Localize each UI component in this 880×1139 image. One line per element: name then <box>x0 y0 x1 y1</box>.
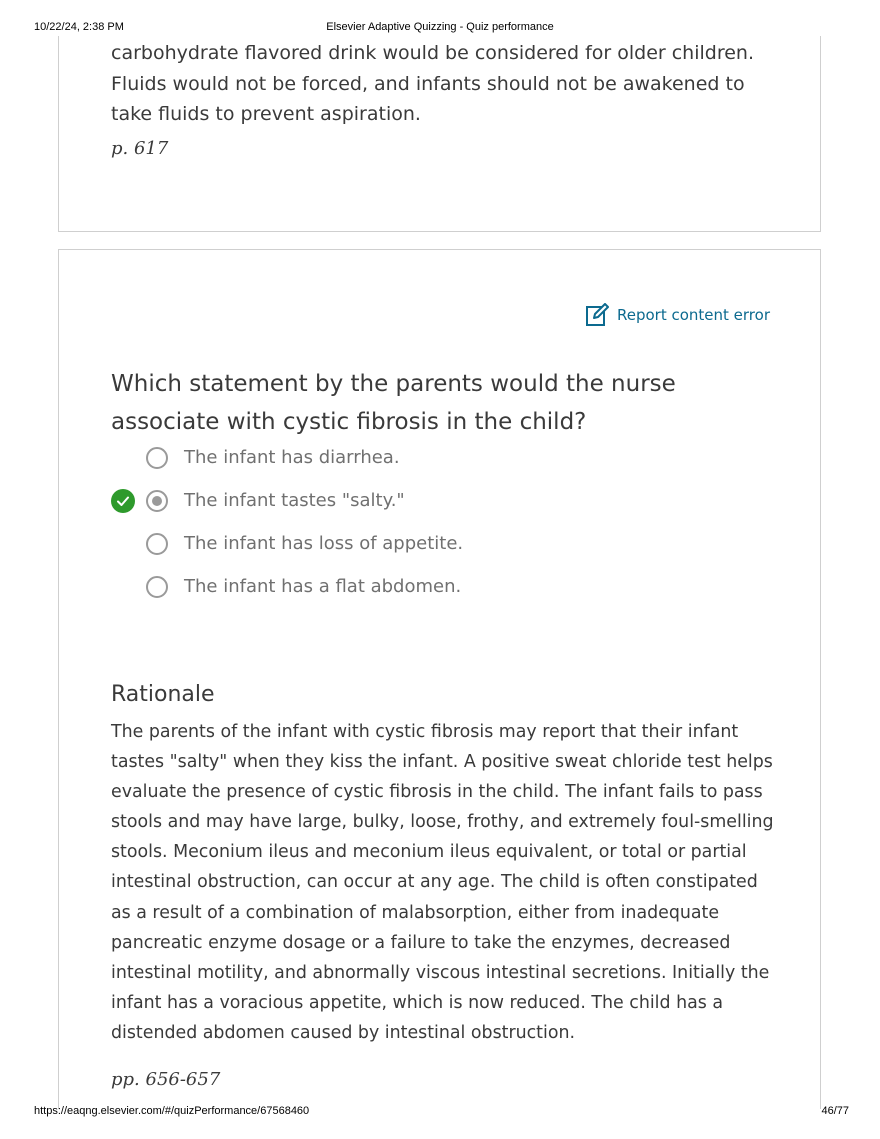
previous-question-card <box>58 36 821 232</box>
previous-rationale-text: carbohydrate flavored drink would be considered for older children. Fluids would not be forced, and infants should not be awakened to take fluids to prevent aspiration. <box>111 42 755 125</box>
radio-button-selected[interactable] <box>146 490 168 512</box>
print-page-number: 46/77 <box>821 1105 849 1117</box>
print-url: https://eaqng.elsevier.com/#/quizPerformance/67568460 <box>34 1105 310 1117</box>
question-card <box>58 249 821 1109</box>
answer-option-selected[interactable] <box>111 488 531 518</box>
question-stem: Which statement by the parents would the nurse associate with cystic fibrosis in the child? <box>111 371 676 435</box>
answer-option-label: The infant tastes "salty." <box>184 490 405 511</box>
report-content-error-link[interactable] <box>585 303 770 327</box>
report-content-error-label: Report content error <box>616 306 770 324</box>
radio-button[interactable] <box>146 533 168 555</box>
edit-icon <box>585 303 609 327</box>
answer-option[interactable] <box>111 574 531 604</box>
answer-option-label: The infant has loss of appetite. <box>184 533 464 554</box>
answer-option-label: The infant has a flat abdomen. <box>184 576 462 597</box>
print-header <box>0 21 880 35</box>
previous-page-reference: p. 617 <box>111 138 169 159</box>
rationale-text: The parents of the infant with cystic fibrosis may report that their infant tastes "salty" when they kiss the infant. A positive sweat chloride test helps evaluate the presence of cystic fibrosis in the child. The infant fails to pass stools and may have large, bulky, loose, frothy, and extremely foul-smelling stools. Meconium ileus and meconium ileus equivalent, or total or partial intestinal obstruction, can occur at any age. The child is often constipated as a result of a combination of malabsorption, either from inadequate pancreatic enzyme dosage or a failure to take the enzymes, decreased intestinal motility, and abnormally viscous intestinal secretions. Initially the infant has a voracious appetite, which is now reduced. The child has a distended abdomen caused by intestinal obstruction. <box>111 722 774 1043</box>
answer-option-label: The infant has diarrhea. <box>184 447 400 468</box>
radio-button[interactable] <box>146 447 168 469</box>
radio-button[interactable] <box>146 576 168 598</box>
answer-option[interactable] <box>111 445 531 475</box>
print-footer <box>0 1105 880 1119</box>
answer-option[interactable] <box>111 531 531 561</box>
rationale-heading: Rationale <box>111 682 215 707</box>
page-reference: pp. 656-657 <box>111 1069 221 1090</box>
print-title: Elsevier Adaptive Quizzing - Quiz performance <box>326 21 554 33</box>
print-datetime: 10/22/24, 2:38 PM <box>34 21 124 33</box>
correct-check-icon <box>111 489 135 513</box>
